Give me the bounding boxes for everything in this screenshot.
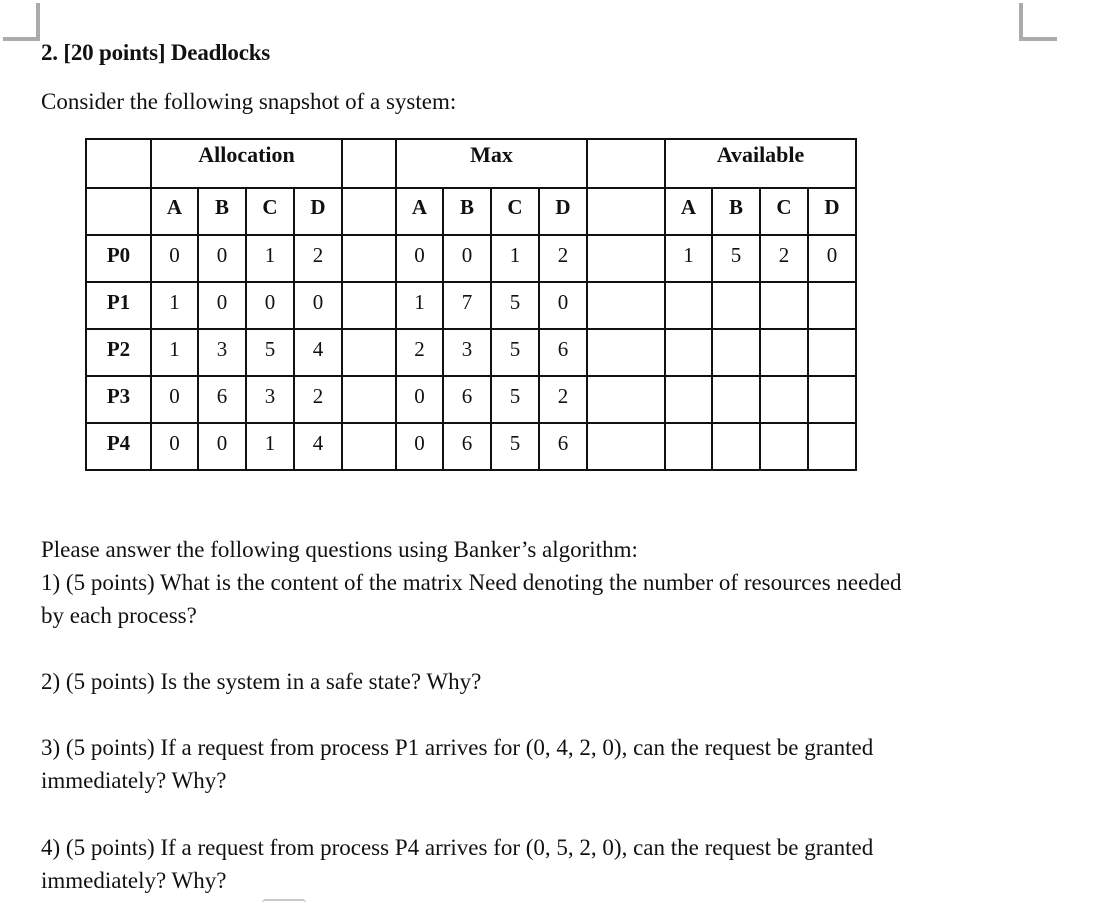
max-cell: 1 [396, 282, 443, 329]
avail-cell [712, 282, 760, 329]
alloc-col-a: A [151, 188, 198, 235]
alloc-cell: 0 [151, 235, 198, 282]
max-col-a: A [396, 188, 443, 235]
spacer-cell [342, 423, 396, 470]
max-cell: 0 [443, 235, 491, 282]
alloc-cell: 5 [246, 329, 294, 376]
crop-mark-top-right [1019, 3, 1057, 41]
alloc-col-d: D [294, 188, 342, 235]
spacer-cell [342, 235, 396, 282]
avail-cell [665, 329, 712, 376]
crop-mark-top-left [3, 3, 40, 41]
question-1 [41, 566, 1021, 632]
alloc-cell: 0 [294, 282, 342, 329]
alloc-cell: 0 [151, 423, 198, 470]
avail-cell [760, 329, 808, 376]
alloc-cell: 1 [151, 329, 198, 376]
avail-col-d: D [808, 188, 856, 235]
avail-cell [665, 282, 712, 329]
process-name: P3 [86, 376, 151, 423]
alloc-cell: 1 [246, 423, 294, 470]
max-cell: 7 [443, 282, 491, 329]
page-edge-marker [262, 899, 306, 907]
question-3 [41, 731, 1021, 797]
system-snapshot-table [85, 138, 857, 471]
alloc-cell: 1 [246, 235, 294, 282]
avail-cell [808, 329, 856, 376]
question-2-line-1: 2) (5 points) Is the system in a safe state? Why? [41, 669, 482, 694]
avail-cell [760, 423, 808, 470]
avail-cell [808, 282, 856, 329]
question-4 [41, 831, 1021, 897]
avail-col-a: A [665, 188, 712, 235]
avail-cell [760, 282, 808, 329]
table-row-p2 [86, 329, 856, 376]
alloc-cell: 0 [151, 376, 198, 423]
max-cell: 2 [539, 235, 587, 282]
alloc-cell: 0 [198, 235, 246, 282]
max-cell: 0 [539, 282, 587, 329]
max-cell: 2 [539, 376, 587, 423]
alloc-col-b: B [198, 188, 246, 235]
spacer-cell [342, 376, 396, 423]
spacer-cell [342, 188, 396, 235]
spacer-cell [587, 188, 665, 235]
max-cell: 5 [491, 282, 539, 329]
spacer-cell [587, 423, 665, 470]
alloc-cell: 2 [294, 376, 342, 423]
question-2 [41, 665, 1021, 698]
spacer-cell [587, 139, 665, 188]
spacer-cell [587, 376, 665, 423]
table-row-p3 [86, 376, 856, 423]
process-name: P2 [86, 329, 151, 376]
spacer-cell [587, 329, 665, 376]
max-cell: 6 [539, 423, 587, 470]
avail-cell: 0 [808, 235, 856, 282]
max-cell: 0 [396, 423, 443, 470]
table-resource-header-row [86, 188, 856, 235]
max-cell: 0 [396, 376, 443, 423]
avail-cell [665, 423, 712, 470]
avail-col-b: B [712, 188, 760, 235]
avail-cell [808, 376, 856, 423]
avail-cell: 2 [760, 235, 808, 282]
spacer-cell [342, 282, 396, 329]
process-name: P0 [86, 235, 151, 282]
avail-cell [808, 423, 856, 470]
corner-cell [86, 188, 151, 235]
process-name: P1 [86, 282, 151, 329]
max-cell: 2 [396, 329, 443, 376]
max-cell: 5 [491, 376, 539, 423]
question-4-line-1: 4) (5 points) If a request from process P4 arrives for (0, 5, 2, 0), can the request be granted [41, 835, 874, 860]
alloc-cell: 4 [294, 423, 342, 470]
alloc-cell: 1 [151, 282, 198, 329]
table-row-p0 [86, 235, 856, 282]
max-col-b: B [443, 188, 491, 235]
question-4-line-2: immediately? Why? [41, 868, 227, 893]
alloc-cell: 0 [198, 423, 246, 470]
max-cell: 0 [396, 235, 443, 282]
max-cell: 3 [443, 329, 491, 376]
avail-cell [712, 376, 760, 423]
max-col-d: D [539, 188, 587, 235]
avail-cell [760, 376, 808, 423]
alloc-cell: 4 [294, 329, 342, 376]
max-header: Max [396, 139, 587, 188]
spacer-cell [587, 282, 665, 329]
spacer-cell [342, 139, 396, 188]
alloc-cell: 0 [246, 282, 294, 329]
intro-text: Consider the following snapshot of a system: [41, 89, 457, 114]
allocation-header: Allocation [151, 139, 342, 188]
table-row-p1 [86, 282, 856, 329]
corner-cell [86, 139, 151, 188]
question-3-line-2: immediately? Why? [41, 768, 227, 793]
spacer-cell [587, 235, 665, 282]
alloc-cell: 6 [198, 376, 246, 423]
max-cell: 1 [491, 235, 539, 282]
avail-cell [712, 329, 760, 376]
avail-cell [712, 423, 760, 470]
alloc-cell: 3 [246, 376, 294, 423]
table-row-p4 [86, 423, 856, 470]
alloc-col-c: C [246, 188, 294, 235]
avail-col-c: C [760, 188, 808, 235]
section-title: 2. [20 points] Deadlocks [41, 40, 271, 65]
max-cell: 6 [539, 329, 587, 376]
alloc-cell: 0 [198, 282, 246, 329]
question-1-line-1: 1) (5 points) What is the content of the matrix Need denoting the number of resources needed [41, 570, 902, 595]
question-3-line-1: 3) (5 points) If a request from process P1 arrives for (0, 4, 2, 0), can the request be granted [41, 735, 874, 760]
max-col-c: C [491, 188, 539, 235]
alloc-cell: 3 [198, 329, 246, 376]
avail-cell: 1 [665, 235, 712, 282]
available-header: Available [665, 139, 856, 188]
avail-cell [665, 376, 712, 423]
alloc-cell: 2 [294, 235, 342, 282]
max-cell: 5 [491, 329, 539, 376]
question-1-line-2: by each process? [41, 603, 197, 628]
instructions-text: Please answer the following questions using Banker’s algorithm: [41, 537, 638, 562]
max-cell: 5 [491, 423, 539, 470]
spacer-cell [342, 329, 396, 376]
avail-cell: 5 [712, 235, 760, 282]
table-group-header-row [86, 139, 856, 188]
process-name: P4 [86, 423, 151, 470]
max-cell: 6 [443, 423, 491, 470]
max-cell: 6 [443, 376, 491, 423]
